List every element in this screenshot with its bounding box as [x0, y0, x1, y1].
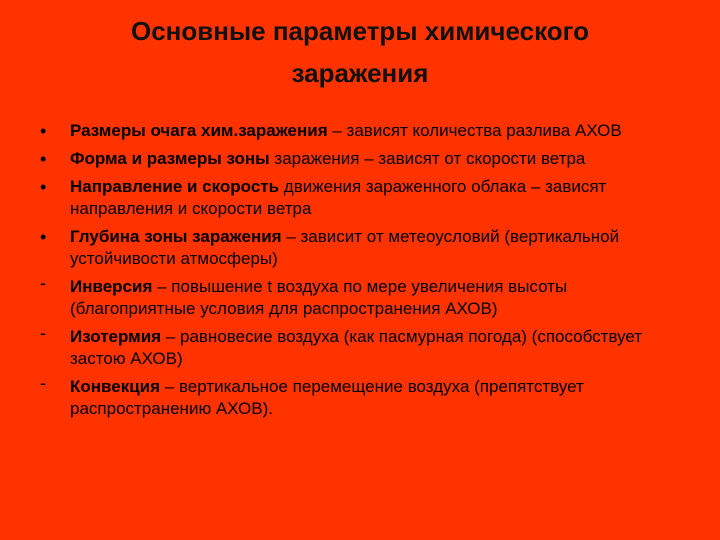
list-item [40, 273, 680, 320]
item-term: Размеры очага хим.заражения [70, 121, 328, 140]
bullet-marker: • [40, 149, 47, 169]
item-term: Конвекция [70, 377, 161, 396]
slide-title: Основные параметры химического заражения [131, 16, 589, 88]
list-item [40, 226, 680, 270]
item-term: Форма и размеры зоны [70, 149, 270, 168]
item-text: – повышение t воздуха по мере увеличения высоты (благоприятные условия для распространения АХОВ) [70, 277, 568, 318]
item-text: – равновесие воздуха (как пасмурная погода) (способствует застою АХОВ) [70, 327, 643, 368]
dash-marker: - [40, 273, 46, 293]
list-item [40, 323, 680, 370]
item-text: – зависит от метеоусловий (вертикальной устойчивости атмосферы) [70, 227, 620, 268]
item-term: Изотермия [70, 327, 162, 346]
bullet-marker: • [40, 227, 47, 247]
list-item [40, 120, 680, 142]
list-item [40, 373, 680, 420]
item-text: – зависят количества разлива АХОВ [327, 121, 622, 140]
dash-marker: - [40, 373, 46, 393]
item-term: Направление и скорость [70, 177, 280, 196]
bullet-list [40, 120, 680, 426]
list-item [40, 176, 680, 220]
bullet-marker: • [40, 121, 47, 141]
list-item [40, 148, 680, 170]
dash-marker: - [40, 323, 46, 343]
item-text: движения зараженного облака – зависят направления и скорости ветра [70, 177, 607, 218]
item-term: Инверсия [70, 277, 153, 296]
item-text: – вертикальное перемещение воздуха (препятствует распространению АХОВ). [70, 377, 584, 418]
item-text: заражения – зависят от скорости ветра [269, 149, 586, 168]
bullet-marker: • [40, 177, 47, 197]
item-term: Глубина зоны заражения [70, 227, 282, 246]
